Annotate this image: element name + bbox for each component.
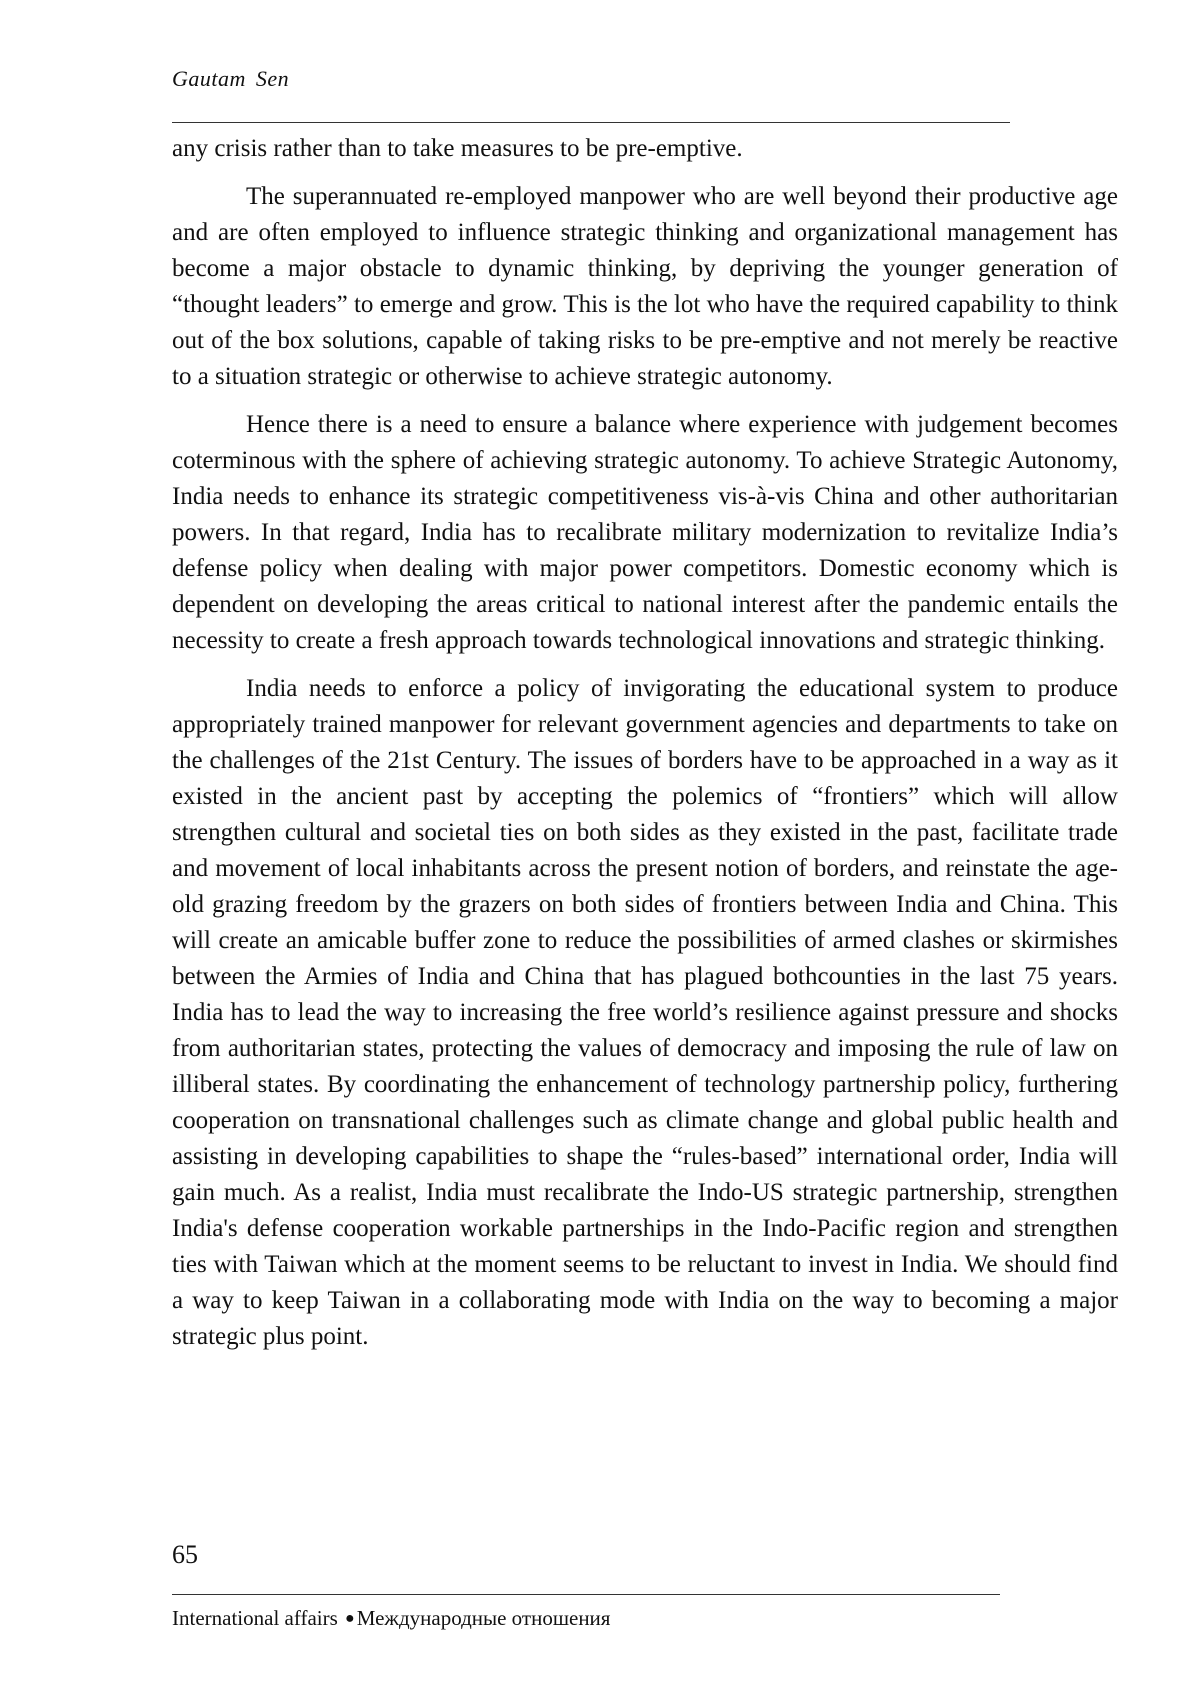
journal-title-english: International affairs [172, 1606, 338, 1630]
paragraph-strategic-autonomy: Hence there is a need to ensure a balance where experience with judgement becomes coterminous with the sphere of achieving strategic autonomy. To achieve Strategic Autonomy, India needs to enhance its strategic competitiveness vis-à-vis China and other authoritarian powers. In that regard, India has to recalibrate military modernization to revitalize India’s defense policy when dealing with major power competitors. Domestic economy which is dependent on developing the areas critical to national interest after the pandemic entails the necessity to create a fresh approach towards technological innovations and strategic thinking. [172, 411, 1118, 654]
running-header-author: Gautam Sen [172, 66, 290, 91]
footer-rule [172, 1594, 1000, 1595]
article-body [172, 131, 1118, 1367]
paragraph-continuation: any crisis rather than to take measures to be pre-emptive. [172, 135, 743, 162]
journal-title-russian: Международные отношения [356, 1606, 611, 1630]
bullet-separator: ● [345, 1610, 355, 1627]
paragraph-superannuated-manpower: The superannuated re-employed manpower who are well beyond their productive age and are often employed to influence strategic thinking and organizational management has become a major obstacle to dynamic thinking, by depriving the younger generation of “thought leaders” to emerge and grow. This is the lot who have the required capability to think out of the box solutions, capable of taking risks to be pre-emptive and not merely be reactive to a situation strategic or otherwise to achieve strategic autonomy. [172, 183, 1118, 390]
page-number: 65 [172, 1540, 198, 1569]
journal-footer [172, 1606, 610, 1631]
header-rule [172, 122, 1010, 123]
paragraph-education-and-frontiers: India needs to enforce a policy of invigorating the educational system to produce appropriately trained manpower for relevant government agencies and departments to take on the challenges of the 21st Century. The issues of borders have to be approached in a way as it existed in the ancient past by accepting the polemics of “frontiers” which will allow strengthen cultural and societal ties on both sides as they existed in the past, facilitate trade and movement of local inhabitants across the present notion of borders, and reinstate the age-old grazing freedom by the grazers on both sides of frontiers between India and China. This will create an amicable buffer zone to reduce the possibilities of armed clashes or skirmishes between the Armies of India and China that has plagued bothcounties in the last 75 years. India has to lead the way to increasing the free world’s resilience against pressure and shocks from authoritarian states, protecting the values of democracy and imposing the rule of law on illiberal states. By coordinating the enhancement of technology partnership policy, furthering cooperation on transnational challenges such as climate change and global public health and assisting in developing capabilities to shape the “rules-based” international order, India will gain much. As a realist, India must recalibrate the Indo-US strategic partnership, strengthen India's defense cooperation workable partnerships in the Indo-Pacific region and strengthen ties with Taiwan which at the moment seems to be reluctant to invest in India. We should find a way to keep Taiwan in a collaborating mode with India on the way to becoming a major strategic plus point. [172, 675, 1118, 1350]
